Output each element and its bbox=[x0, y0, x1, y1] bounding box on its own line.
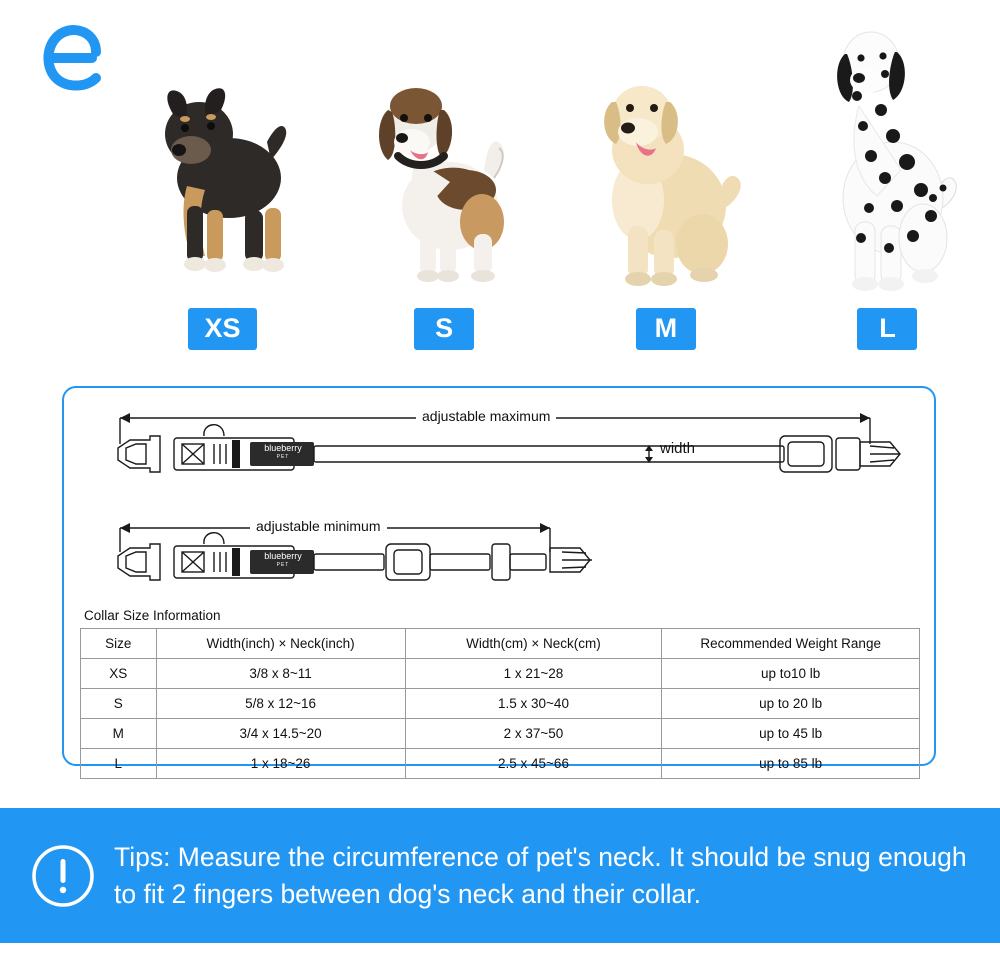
cell-inch: 3/8 x 8~11 bbox=[156, 659, 405, 689]
tips-text: Tips: Measure the circumference of pet's neck. It should be snug enough to fit 2 fingers between dog's neck and their collar. bbox=[114, 841, 967, 909]
cell-size: L bbox=[81, 749, 157, 779]
golden-retriever-photo bbox=[576, 10, 756, 300]
collar-brand-sub: PET bbox=[276, 454, 290, 460]
collar-brand-sub: PET bbox=[276, 562, 290, 568]
cell-cm: 2 x 37~50 bbox=[405, 719, 662, 749]
collar-size-table bbox=[80, 604, 920, 779]
puppy-photo bbox=[133, 10, 313, 300]
collar-brand-text-max bbox=[254, 444, 312, 460]
size-badge: L bbox=[857, 308, 917, 350]
cell-weight: up to10 lb bbox=[662, 659, 920, 689]
table-header-weight: Recommended Weight Range bbox=[662, 629, 920, 659]
size-badge: M bbox=[636, 308, 696, 350]
table-row bbox=[81, 749, 920, 779]
table-header-row bbox=[81, 629, 920, 659]
collar-brand-label: blueberry bbox=[264, 551, 302, 561]
dog-size-item bbox=[785, 10, 990, 350]
cell-weight: up to 45 lb bbox=[662, 719, 920, 749]
cell-cm: 1 x 21~28 bbox=[405, 659, 662, 689]
dog-size-item bbox=[342, 10, 547, 350]
collar-brand-label: blueberry bbox=[264, 443, 302, 453]
dog-size-item bbox=[120, 10, 325, 350]
cell-cm: 1.5 x 30~40 bbox=[405, 689, 662, 719]
width-label: width bbox=[660, 440, 696, 457]
adjustable-minimum-label: adjustable minimum bbox=[250, 518, 387, 534]
collar-diagram-panel bbox=[62, 386, 936, 771]
cell-cm: 2.5 x 45~66 bbox=[405, 749, 662, 779]
tips-banner bbox=[0, 808, 1000, 943]
size-badge: XS bbox=[188, 308, 256, 350]
cell-size: S bbox=[81, 689, 157, 719]
table-row bbox=[81, 719, 920, 749]
cell-size: XS bbox=[81, 659, 157, 689]
brand-logo bbox=[30, 22, 110, 94]
exclamation-circle-icon bbox=[30, 843, 96, 909]
cell-inch: 5/8 x 12~16 bbox=[156, 689, 405, 719]
dog-size-item bbox=[563, 10, 768, 350]
table-header-size: Size bbox=[81, 629, 157, 659]
table-row bbox=[81, 689, 920, 719]
adjustable-maximum-label: adjustable maximum bbox=[416, 408, 556, 424]
table-row bbox=[81, 659, 920, 689]
table-caption: Collar Size Information bbox=[84, 608, 221, 623]
beagle-photo bbox=[354, 10, 534, 300]
table-header-cm: Width(cm) × Neck(cm) bbox=[405, 629, 662, 659]
cell-size: M bbox=[81, 719, 157, 749]
collar-line-drawing bbox=[64, 392, 934, 606]
table-header-inch: Width(inch) × Neck(inch) bbox=[156, 629, 405, 659]
cell-weight: up to 85 lb bbox=[662, 749, 920, 779]
cell-inch: 1 x 18~26 bbox=[156, 749, 405, 779]
size-badge: S bbox=[414, 308, 474, 350]
collar-brand-text-min bbox=[254, 552, 312, 568]
dalmatian-photo bbox=[797, 10, 977, 300]
cell-weight: up to 20 lb bbox=[662, 689, 920, 719]
dog-size-gallery bbox=[120, 0, 990, 350]
cell-inch: 3/4 x 14.5~20 bbox=[156, 719, 405, 749]
